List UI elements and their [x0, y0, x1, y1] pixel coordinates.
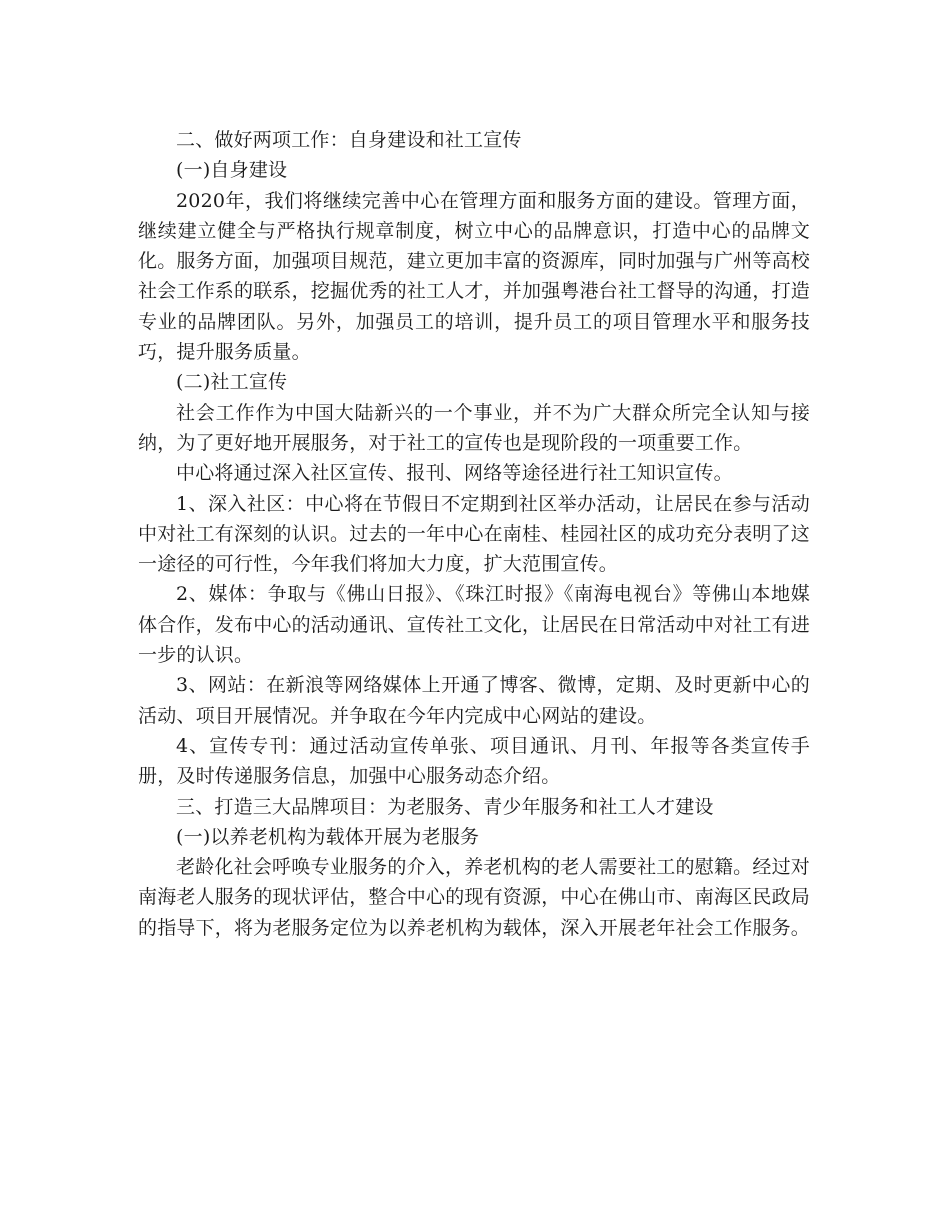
- paragraph-publicity-channels: 中心将通过深入社区宣传、报刊、网络等途径进行社工知识宣传。: [176, 462, 733, 485]
- subsection-heading-elderly-service: (一)以养老机构为载体开展为老服务: [176, 825, 480, 848]
- paragraph-elderly-service: 老龄化社会呼唤专业服务的介入，养老机构的老人需要社工的慰籍。经过对南海老人服务的现状评估，整合中心的现有资源，中心在佛山市、南海区民政局的指导下，将为老服务定位为以养老机构为载体，深入开展老年社会工作服务。: [138, 856, 811, 939]
- paragraph-media: 2、媒体：争取与《佛山日报》、《珠江时报》《南海电视台》等佛山本地媒体合作，发布中心的活动通讯、宣传社工文化，让居民在日常活动中对社工有进一步的认识。: [138, 583, 811, 667]
- subsection-heading-publicity: (二)社工宣传: [176, 371, 288, 394]
- paragraph-publication: 4、宣传专刊：通过活动宣传单张、项目通讯、月刊、年报等各类宣传手册，及时传递服务信息，加强中心服务动态介绍。: [138, 734, 810, 788]
- section-heading-two: 二、做好两项工作：自身建设和社工宣传: [176, 129, 522, 151]
- subsection-heading-self-building: (一)自身建设: [176, 159, 288, 182]
- document-body: [138, 125, 810, 943]
- section-heading-three: 三、打造三大品牌项目：为老服务、青少年服务和社工人才建设: [176, 795, 714, 818]
- paragraph-self-building: 2020年，我们将继续完善中心在管理方面和服务方面的建设。管理方面，继续建立健全与严格执行规章制度，树立中心的品牌意识，打造中心的品牌文化。服务方面，加强项目规范，建立更加丰富的资源库，同时加强与广州等高校社会工作系的联系，挖掘优秀的社工人才，并加强粤港台社工督导的沟通，打造专业的品牌团队。另外，加强员工的培训，提升员工的项目管理水平和服务技巧，提升服务质量。: [138, 189, 811, 364]
- paragraph-publicity-intro: 社会工作作为中国大陆新兴的一个事业，并不为广大群众所完全认知与接纳，为了更好地开展服务，对于社工的宣传也是现阶段的一项重要工作。: [138, 401, 810, 454]
- paragraph-website: 3、网站：在新浪等网络媒体上开通了博客、微博，定期、及时更新中心的活动、项目开展情况。并争取在今年内完成中心网站的建设。: [138, 674, 810, 727]
- paragraph-community: 1、深入社区：中心将在节假日不定期到社区举办活动，让居民在参与活动中对社工有深刻的认识。过去的一年中心在南桂、桂园社区的成功充分表明了这一途径的可行性，今年我们将加大力度，扩大范围宣传。: [138, 492, 811, 576]
